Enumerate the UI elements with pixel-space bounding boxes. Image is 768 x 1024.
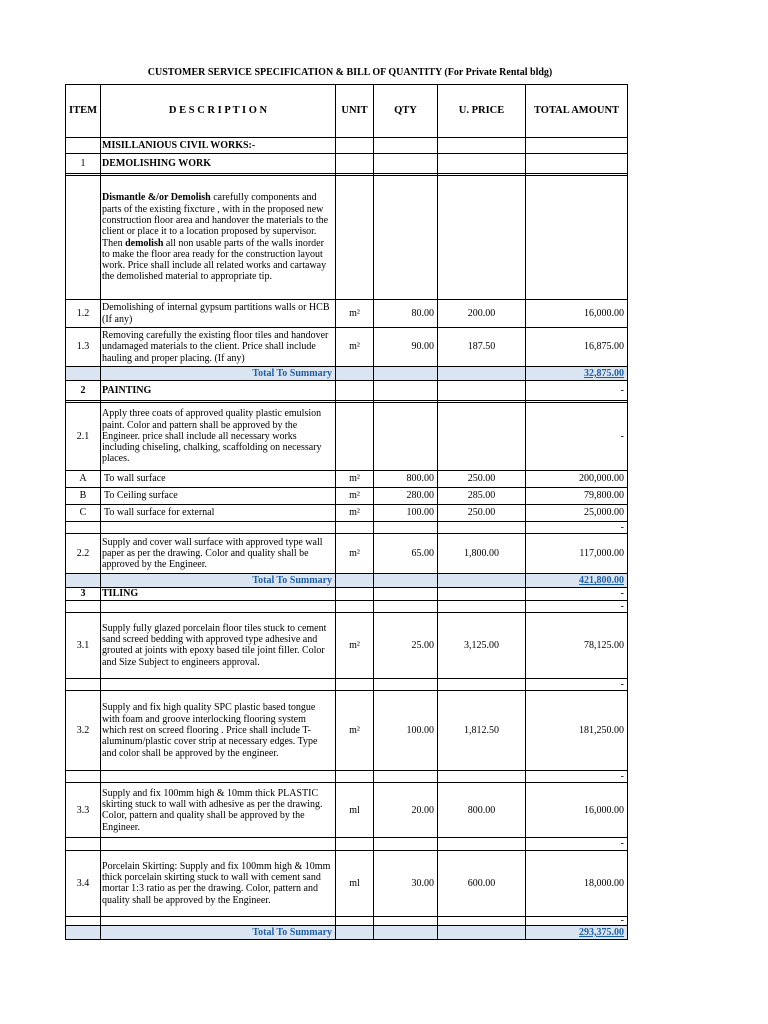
header-unit-price: U. PRICE: [438, 85, 526, 138]
item-unit: m²: [336, 488, 374, 505]
item-unit: m²: [336, 328, 374, 367]
section-3-row: [66, 588, 628, 600]
table-row: [66, 300, 628, 328]
section-heading-row: [66, 138, 628, 154]
item-unit-price: 1,800.00: [438, 534, 526, 574]
item-description: Demolishing of internal gypsum partitions walls or HCB (If any): [101, 300, 336, 328]
item-unit: m²: [336, 300, 374, 328]
item-amount: 18,000.00: [526, 850, 628, 916]
table-row: [66, 403, 628, 471]
item-amount: 181,250.00: [526, 691, 628, 771]
item-number: B: [66, 488, 101, 505]
item-number: A: [66, 471, 101, 488]
item-unit-price: 285.00: [438, 488, 526, 505]
item-amount: -: [526, 678, 628, 690]
item-amount: 16,875.00: [526, 328, 628, 367]
total-label: Total To Summary: [101, 367, 336, 381]
item-unit-price: 800.00: [438, 783, 526, 838]
item-number: C: [66, 505, 101, 522]
item-amount: -: [526, 771, 628, 783]
section-title: TILING: [101, 588, 336, 600]
header-item: ITEM: [66, 85, 101, 138]
total-amount: 421,800.00: [526, 574, 628, 588]
total-amount: 293,375.00: [526, 925, 628, 939]
table-row: [66, 534, 628, 574]
item-number: 1.3: [66, 328, 101, 367]
item-unit: ml: [336, 850, 374, 916]
bill-of-quantity-table: [65, 84, 628, 940]
item-description: Removing carefully the existing floor tiles and handover undamaged materials to the client. Price shall include hauling and proper placing. (If any): [101, 328, 336, 367]
item-unit-price: 200.00: [438, 300, 526, 328]
item-amount: -: [526, 838, 628, 850]
header-total-amount: TOTAL AMOUNT: [526, 85, 628, 138]
header-qty: QTY: [374, 85, 438, 138]
item-amount: -: [526, 522, 628, 534]
total-row: [66, 367, 628, 381]
header-unit: UNIT: [336, 85, 374, 138]
total-amount: 32,875.00: [526, 367, 628, 381]
item-number: 2.1: [66, 403, 101, 471]
item-amount: 79,800.00: [526, 488, 628, 505]
item-unit: ml: [336, 783, 374, 838]
item-amount: 16,000.00: [526, 783, 628, 838]
table-row: [66, 522, 628, 534]
item-description: Supply and fix high quality SPC plastic based tongue with foam and groove interlocking flooring system which rest on screed flooring . Price shall include T-aluminum/plastic cover strip at necessary edges. Type and color shall be approved by the engineer.: [101, 691, 336, 771]
item-number: 3.4: [66, 850, 101, 916]
total-row: [66, 574, 628, 588]
item-qty: 800.00: [374, 471, 438, 488]
table-row: [66, 505, 628, 522]
item-description: Supply and fix 100mm high & 10mm thick PLASTIC skirting stuck to wall with adhesive as per the drawing. Color, pattern and quality shall be approved by the Engineer.: [101, 783, 336, 838]
item-qty: 280.00: [374, 488, 438, 505]
item-amount: -: [526, 403, 628, 471]
item-description: Apply three coats of approved quality plastic emulsion paint. Color and pattern shall be approved by the Engineer. price shall include all necessary works including chiseling, chalking, scaffolding on necessary places.: [101, 403, 336, 471]
total-label: Total To Summary: [101, 574, 336, 588]
item-qty: 20.00: [374, 783, 438, 838]
table-row: [66, 471, 628, 488]
total-row: [66, 925, 628, 939]
section-heading: MISILLANIOUS CIVIL WORKS:-: [101, 138, 336, 154]
table-row: [66, 691, 628, 771]
table-row: [66, 328, 628, 367]
desc-bold: Dismantle &/or Demolish: [102, 192, 211, 204]
item-qty: 25.00: [374, 612, 438, 678]
item-unit-price: 600.00: [438, 850, 526, 916]
item-unit: m²: [336, 534, 374, 574]
item-number: 1: [66, 154, 101, 174]
table-row: [66, 783, 628, 838]
item-qty: 90.00: [374, 328, 438, 367]
item-unit: m²: [336, 691, 374, 771]
item-description: Supply fully glazed porcelain floor tiles stuck to cement sand screed bedding with approved type adhesive and grouted at joints with epoxy based tile joint filler. Color and Size Subject to engineers approval.: [101, 612, 336, 678]
item-description: To wall surface for external: [101, 505, 336, 522]
table-row: [66, 850, 628, 916]
item-amount: -: [526, 916, 628, 925]
total-label: Total To Summary: [101, 925, 336, 939]
item-description: To wall surface: [101, 471, 336, 488]
item-number: 3.1: [66, 612, 101, 678]
header-description: D E S C R I P T I O N: [101, 85, 336, 138]
item-unit-price: 250.00: [438, 505, 526, 522]
item-qty: 100.00: [374, 691, 438, 771]
item-unit-price: 3,125.00: [438, 612, 526, 678]
item-number: 3.3: [66, 783, 101, 838]
item-qty: 65.00: [374, 534, 438, 574]
document-title: CUSTOMER SERVICE SPECIFICATION & BILL OF QUANTITY (For Private Rental bldg): [147, 67, 553, 78]
item-amount: -: [526, 588, 628, 600]
item-amount: 25,000.00: [526, 505, 628, 522]
item-description: Porcelain Skirting: Supply and fix 100mm high & 10mm thick porcelain skirting stuck to wall with cement sand mortar 1:3 ratio as per the drawing. Color, pattern and quality shall be approved by the Engineer.: [101, 850, 336, 916]
item-qty: 100.00: [374, 505, 438, 522]
item-unit-price: 1,812.50: [438, 691, 526, 771]
item-description: [101, 176, 336, 300]
item-unit: m²: [336, 612, 374, 678]
section-2-row: [66, 381, 628, 401]
item-number: 2.2: [66, 534, 101, 574]
section-title: DEMOLISHING WORK: [101, 154, 336, 174]
item-number: 1.2: [66, 300, 101, 328]
item-number: 3.2: [66, 691, 101, 771]
item-unit: m²: [336, 471, 374, 488]
item-description: Supply and cover wall surface with approved type wall paper as per the drawing. Color and quality shall be approved by the Engineer.: [101, 534, 336, 574]
item-amount: -: [526, 600, 628, 612]
item-amount: 117,000.00: [526, 534, 628, 574]
desc-text: all non usable parts of the walls inorder to make the floor area ready for the construction layout work. Price shall include all related works and cartaway the demolished material to appropriate tip.: [102, 237, 327, 283]
header-row: [66, 85, 628, 138]
table-row: [66, 488, 628, 505]
table-row: [66, 176, 628, 300]
desc-bold: demolish: [125, 237, 164, 249]
item-number: 2: [66, 381, 101, 401]
item-unit-price: 250.00: [438, 471, 526, 488]
item-amount: 78,125.00: [526, 612, 628, 678]
item-amount: 200,000.00: [526, 471, 628, 488]
item-unit: m²: [336, 505, 374, 522]
item-unit-price: 187.50: [438, 328, 526, 367]
item-amount: 16,000.00: [526, 300, 628, 328]
desc-text: carefully components and parts of the existing fixcture , with in the proposed new construction floor area and handover the materials to the client or place it to a location proposed by supervisor. Then: [102, 192, 329, 249]
item-description: To Ceiling surface: [101, 488, 336, 505]
table-row: [66, 612, 628, 678]
section-title: PAINTING: [101, 381, 336, 401]
section-1-row: [66, 154, 628, 174]
item-qty: 80.00: [374, 300, 438, 328]
item-qty: 30.00: [374, 850, 438, 916]
item-amount: -: [526, 381, 628, 401]
item-number: 3: [66, 588, 101, 600]
